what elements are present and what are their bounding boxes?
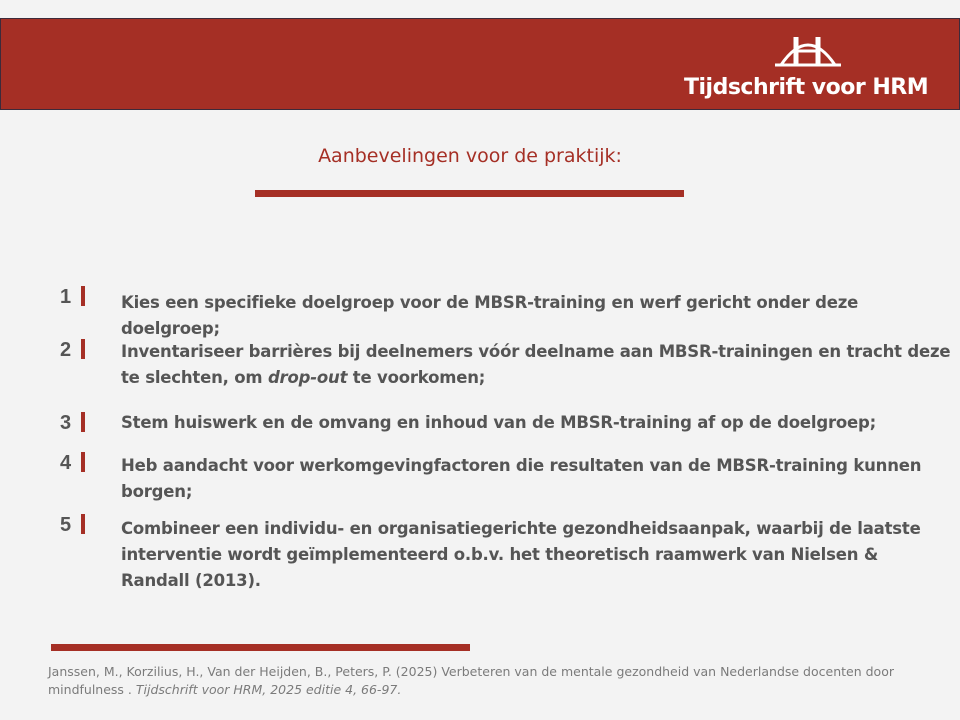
recommendation-marker — [81, 412, 85, 432]
citation-authors: Janssen, M., Korzilius, H., Van der Heijden, B., Peters, P. (2025) Verbeteren van de mentale gezondheid van Nederlandse docenten door mindfulness . — [48, 664, 894, 697]
recommendation-number: 3 — [60, 412, 72, 434]
recommendation-number: 1 — [60, 286, 72, 308]
recommendation-text-part: Inventariseer barrières bij deelnemers vóór deelname aan MBSR-trainingen en tracht deze te slechten, om — [121, 342, 951, 387]
footer-divider — [51, 644, 470, 651]
recommendation-number: 2 — [60, 339, 72, 361]
header-banner — [0, 18, 960, 110]
recommendation-number: 4 — [60, 452, 72, 474]
citation — [48, 663, 948, 699]
arch-logo-icon — [775, 27, 841, 69]
title-divider — [255, 190, 684, 197]
recommendation-text: Combineer een individu- en organisatiegerichte gezondheidsaanpak, waarbij de laatste interventie wordt geïmplementeerd o.b.v. het theoretisch raamwerk van Nielsen & Randall (2013). — [121, 519, 921, 590]
citation-source: Tijdschrift voor HRM, 2025 editie 4, 66-97. — [135, 682, 402, 697]
recommendation-text: Kies een specifieke doelgroep voor de MBSR-training en werf gericht onder deze doelgroep; — [121, 293, 859, 338]
recommendation-text — [121, 339, 951, 391]
recommendation-marker — [81, 514, 85, 534]
brand-name: Tijdschrift voor HRM — [684, 75, 929, 100]
recommendation-text-part: te voorkomen; — [347, 368, 486, 387]
slide-title: Aanbevelingen voor de praktijk: — [318, 145, 622, 167]
recommendation-emphasis: drop-out — [267, 368, 348, 387]
recommendation-text: Heb aandacht voor werkomgevingfactoren die resultaten van de MBSR-training kunnen borgen; — [121, 456, 922, 501]
recommendation-text: Stem huiswerk en de omvang en inhoud van de MBSR-training af op de doelgroep; — [121, 413, 877, 432]
recommendation-marker — [81, 286, 85, 306]
recommendation-marker — [81, 452, 85, 472]
recommendation-marker — [81, 339, 85, 359]
recommendation-number: 5 — [60, 514, 72, 536]
